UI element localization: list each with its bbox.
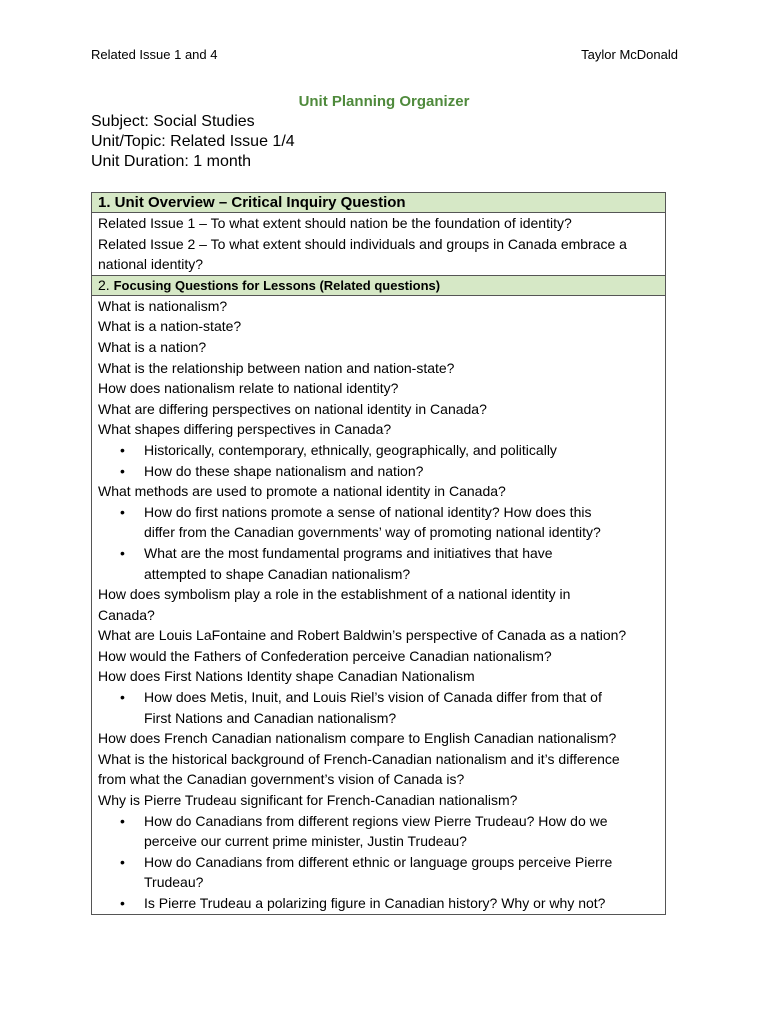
list-item: What is nationalism?: [98, 297, 228, 314]
list-item: How does nationalism relate to national identity?: [98, 380, 399, 397]
topic-line: Unit/Topic: Related Issue 1/4: [91, 133, 295, 150]
bullet-item: • Is Pierre Trudeau a polarizing figure in Canadian history? Why or why not?: [144, 895, 606, 911]
section-1-header: [92, 193, 666, 213]
header-left-text: Related Issue 1 and 4: [91, 47, 218, 62]
list-item-cont: from what the Canadian government’s vision of Canada is?: [98, 771, 465, 788]
inquiry-question-2-line-2: national identity?: [98, 256, 204, 273]
bullet-item: • How do these shape nationalism and nation?: [144, 462, 424, 479]
section-2-heading: Focusing Questions for Lessons (Related questions): [113, 277, 441, 293]
bullet-item-cont: differ from the Canadian governments’ way of promoting national identity?: [144, 524, 601, 541]
planning-table: [91, 192, 666, 915]
bullet-item: • What are the most fundamental programs and initiatives that have: [144, 544, 553, 561]
bullet-item: • How do Canadians from different ethnic or language groups perceive Pierre: [144, 853, 613, 870]
bullet-item: • How do Canadians from different regions view Pierre Trudeau? How do we: [144, 812, 608, 829]
document-title: Unit Planning Organizer: [298, 93, 470, 110]
inquiry-question-2-line-1: Related Issue 2 – To what extent should individuals and groups in Canada embrace a: [98, 235, 627, 252]
list-item-cont: Canada?: [98, 606, 155, 623]
bullet-item: • Historically, contemporary, ethnically, geographically, and politically: [144, 441, 557, 458]
list-item: Why is Pierre Trudeau significant for French-Canadian nationalism?: [98, 792, 518, 809]
list-item: What is a nation?: [98, 338, 207, 355]
section-1-body: [92, 213, 666, 276]
list-item: What is the historical background of French-Canadian nationalism and it’s difference: [98, 750, 620, 767]
section-2-header: [92, 275, 666, 295]
bullet-list: [98, 440, 659, 481]
list-item: How does French Canadian nationalism compare to English Canadian nationalism?: [98, 730, 617, 747]
bullet-item-cont: First Nations and Canadian nationalism?: [144, 709, 397, 726]
bullet-item: • How do first nations promote a sense of national identity? How does this: [144, 503, 592, 520]
list-item: What is the relationship between nation and nation-state?: [98, 359, 455, 376]
bullet-list: [98, 811, 659, 914]
list-item: What methods are used to promote a national identity in Canada?: [98, 483, 506, 500]
bullet-item-cont: perceive our current prime minister, Justin Trudeau?: [144, 833, 467, 850]
bullet-list: [98, 687, 659, 728]
header-author: Taylor McDonald: [581, 47, 678, 62]
list-item: What shapes differing perspectives in Canada?: [98, 421, 392, 438]
bullet-item: • How does Metis, Inuit, and Louis Riel’s vision of Canada differ from that of: [144, 689, 602, 706]
subject-line: Subject: Social Studies: [91, 113, 255, 130]
list-item: How does symbolism play a role in the establishment of a national identity in: [98, 586, 571, 603]
section-1-heading: 1. Unit Overview – Critical Inquiry Question: [98, 194, 406, 211]
duration-line: Unit Duration: 1 month: [91, 153, 252, 170]
list-item: How does First Nations Identity shape Canadian Nationalism: [98, 668, 475, 685]
bullet-item-cont: attempted to shape Canadian nationalism?: [144, 565, 411, 582]
inquiry-question-1: Related Issue 1 – To what extent should nation be the foundation of identity?: [98, 215, 572, 231]
list-item: What is a nation-state?: [98, 318, 242, 335]
section-2-number: 2.: [98, 276, 110, 293]
bullet-list: [98, 502, 659, 584]
list-item: How would the Fathers of Confederation perceive Canadian nationalism?: [98, 647, 552, 664]
bullet-item-cont: Trudeau?: [144, 874, 204, 891]
list-item: What are Louis LaFontaine and Robert Baldwin’s perspective of Canada as a nation?: [98, 627, 627, 644]
section-2-body: [92, 295, 666, 914]
unit-meta: [91, 112, 295, 172]
list-item: What are differing perspectives on national identity in Canada?: [98, 400, 487, 417]
